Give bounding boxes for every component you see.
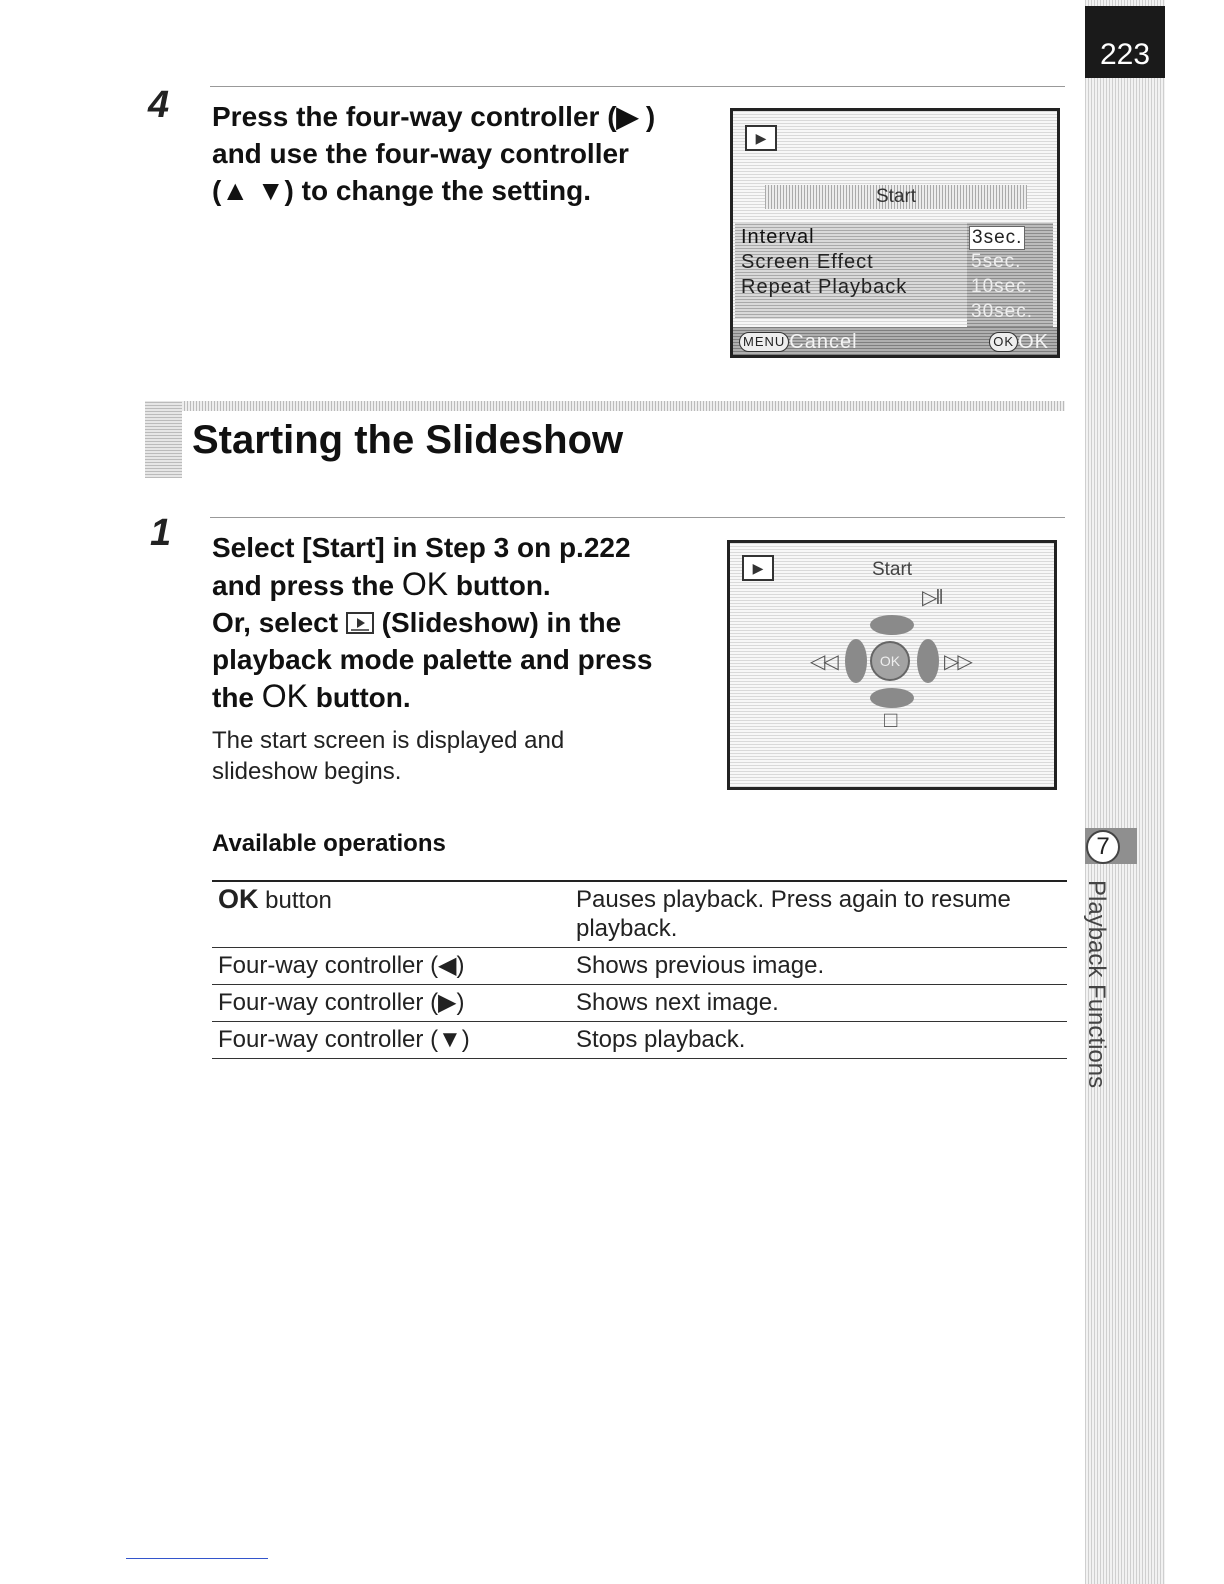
step1-line3 xyxy=(212,604,652,641)
table-row xyxy=(212,881,1067,948)
option-5sec: 5sec. xyxy=(971,251,1022,272)
settings-screen xyxy=(730,108,1060,358)
table-row xyxy=(212,948,1067,985)
screen-footer xyxy=(733,327,1057,355)
step4-line3: (▲ ▼) to change the setting. xyxy=(212,175,591,206)
step1-description xyxy=(212,725,564,787)
step1-line2-b: button. xyxy=(448,570,551,601)
table-row xyxy=(212,985,1067,1022)
chapter-number: 7 xyxy=(1086,830,1120,864)
pad-left xyxy=(845,639,867,683)
step1-line2-a: and press the xyxy=(212,570,402,601)
step-number: 1 xyxy=(150,512,172,554)
playback-icon: ▶ xyxy=(742,555,774,581)
footer-rule xyxy=(126,1558,268,1559)
ok-button-symbol: OK xyxy=(218,884,259,914)
divider xyxy=(210,86,1065,87)
operation-action: Shows previous image. xyxy=(570,948,1067,985)
operation-control: Four-way controller (▼) xyxy=(212,1022,570,1059)
operation-control: Four-way controller (▶) xyxy=(212,985,570,1022)
section-band xyxy=(145,401,1065,411)
interval-options xyxy=(967,223,1053,327)
previous-icon: ◁◁ xyxy=(810,651,837,673)
ok-button-symbol: OK xyxy=(401,566,449,602)
step4-line2: and use the four-way controller xyxy=(212,138,629,169)
control-label: button xyxy=(258,887,332,914)
step1-line4: playback mode palette and press xyxy=(212,644,653,675)
stop-icon: □ xyxy=(884,707,896,732)
option-10sec: 10sec. xyxy=(971,276,1033,297)
step1-line3-a: Or, select xyxy=(212,607,346,638)
start-option: Start xyxy=(765,185,1027,209)
step1-line5-b: button. xyxy=(308,682,411,713)
start-label: Start xyxy=(871,559,913,580)
page-number: 223 xyxy=(1085,6,1165,78)
operation-control xyxy=(212,881,570,948)
menu-area xyxy=(735,223,967,318)
operation-action: Shows next image. xyxy=(570,985,1067,1022)
operation-action: Pauses playback. Press again to resume playback. xyxy=(570,881,1067,948)
step1-line2 xyxy=(212,566,652,604)
step1-desc-line1: The start screen is displayed and xyxy=(212,727,565,754)
section-title: Starting the Slideshow xyxy=(192,418,624,462)
menu-item-interval: Interval xyxy=(741,226,815,248)
section-marker xyxy=(145,401,182,478)
divider xyxy=(210,517,1065,518)
step1-desc-line2: slideshow begins. xyxy=(212,758,402,785)
option-30sec: 30sec. xyxy=(971,301,1033,322)
slideshow-start-screen xyxy=(727,540,1057,790)
operation-control: Four-way controller (◀) xyxy=(212,948,570,985)
step1-line5-a: the xyxy=(212,682,262,713)
step1-line5 xyxy=(212,678,652,716)
chapter-title: Playback Functions xyxy=(1083,880,1110,1089)
ok-button-symbol: OK xyxy=(261,678,309,714)
cancel-label: Cancel xyxy=(789,331,858,353)
step1-line3-b: (Slideshow) in the xyxy=(373,607,622,638)
next-icon: ▷▷ xyxy=(944,651,971,673)
menu-item-repeat-playback: Repeat Playback xyxy=(741,276,908,298)
slideshow-icon xyxy=(346,612,374,634)
step1-line1: Select [Start] in Step 3 on p.222 xyxy=(212,532,631,563)
ok-label: OK xyxy=(1018,331,1049,353)
menu-item-screen-effect: Screen Effect xyxy=(741,251,874,273)
ok-key-icon: OK xyxy=(989,332,1018,352)
operation-action: Stops playback. xyxy=(570,1022,1067,1059)
step4-line1: Press the four-way controller (▶ ) xyxy=(212,101,656,132)
operations-heading: Available operations xyxy=(212,830,446,857)
pad-ok-button: OK xyxy=(870,641,910,681)
pad-right xyxy=(917,639,939,683)
step-number: 4 xyxy=(148,84,170,126)
operations-table xyxy=(212,880,1067,1059)
step1-instruction xyxy=(212,529,652,716)
pad-down xyxy=(870,688,914,708)
play-pause-icon: ▷‖ xyxy=(922,587,942,609)
menu-key-icon: MENU xyxy=(739,332,789,352)
option-3sec: 3sec. xyxy=(969,226,1025,250)
side-tab-strip xyxy=(1085,0,1165,1584)
playback-icon: ▶ xyxy=(745,125,777,151)
pad-up xyxy=(870,615,914,635)
step4-instruction xyxy=(212,98,655,209)
table-row xyxy=(212,1022,1067,1059)
